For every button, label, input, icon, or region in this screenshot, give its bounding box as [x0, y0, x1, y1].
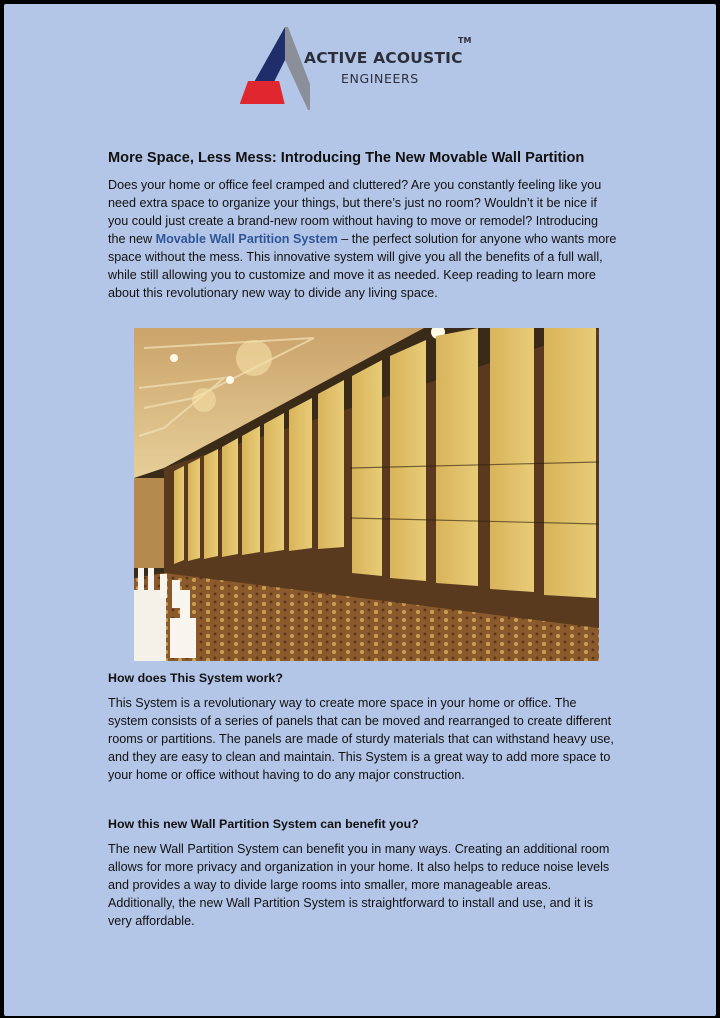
intro-text-start: Does your home or office feel cramped and cluttered? Are you constantly feeling like you need extra space to organize your things, but there’s just no room? Wouldn’t it be nice if you could just create a brand-new room without having to move or remodel? Introducing the new — [108, 178, 602, 246]
section-heading-benefits: How this new Wall Partition System can benefit you? — [108, 817, 419, 831]
section-body-how-it-works: This System is a revolutionary way to create more space in your home or office. The system consists of a series of panels that can be moved and rearranged to create different rooms or partitions. The panels are made of sturdy materials that can withstand heavy use, and they are easy to clean and maintain. This System is a great way to add more space to your home or office without having to do any major construction. — [108, 696, 614, 782]
article-title: More Space, Less Mess: Introducing The New Movable Wall Partition — [108, 150, 585, 166]
logo-trademark: TM — [458, 36, 472, 45]
section-heading-how-it-works: How does This System work? — [108, 671, 283, 685]
logo-company-subtitle: ENGINEERS — [341, 71, 419, 86]
intro-paragraph — [108, 176, 618, 302]
movable-wall-partition-link[interactable]: Movable Wall Partition System — [155, 232, 338, 246]
intro-text-end: – the perfect solution for anyone who wants more space without the mess. This innovative system will give you all the benefits of a full wall, while still allowing you to customize and move it as needed. Keep reading to learn more about this revolutionary new way to divide any living space. — [108, 232, 617, 300]
document-page — [4, 4, 716, 1016]
logo-company-name: ACTIVE ACOUSTIC — [304, 49, 463, 67]
section-body-benefits: The new Wall Partition System can benefit you in many ways. Creating an additional room allows for more privacy and organization in your home. It also helps to reduce noise levels and provides a way to divide large rooms into smaller, more manageable areas. Additionally, the new Wall Partition System is straightforward to install and use, and it is very affordable. — [108, 842, 610, 928]
company-logo — [240, 24, 480, 114]
logo-triangle-icon — [240, 24, 310, 114]
partition-hall-photo — [134, 328, 599, 661]
